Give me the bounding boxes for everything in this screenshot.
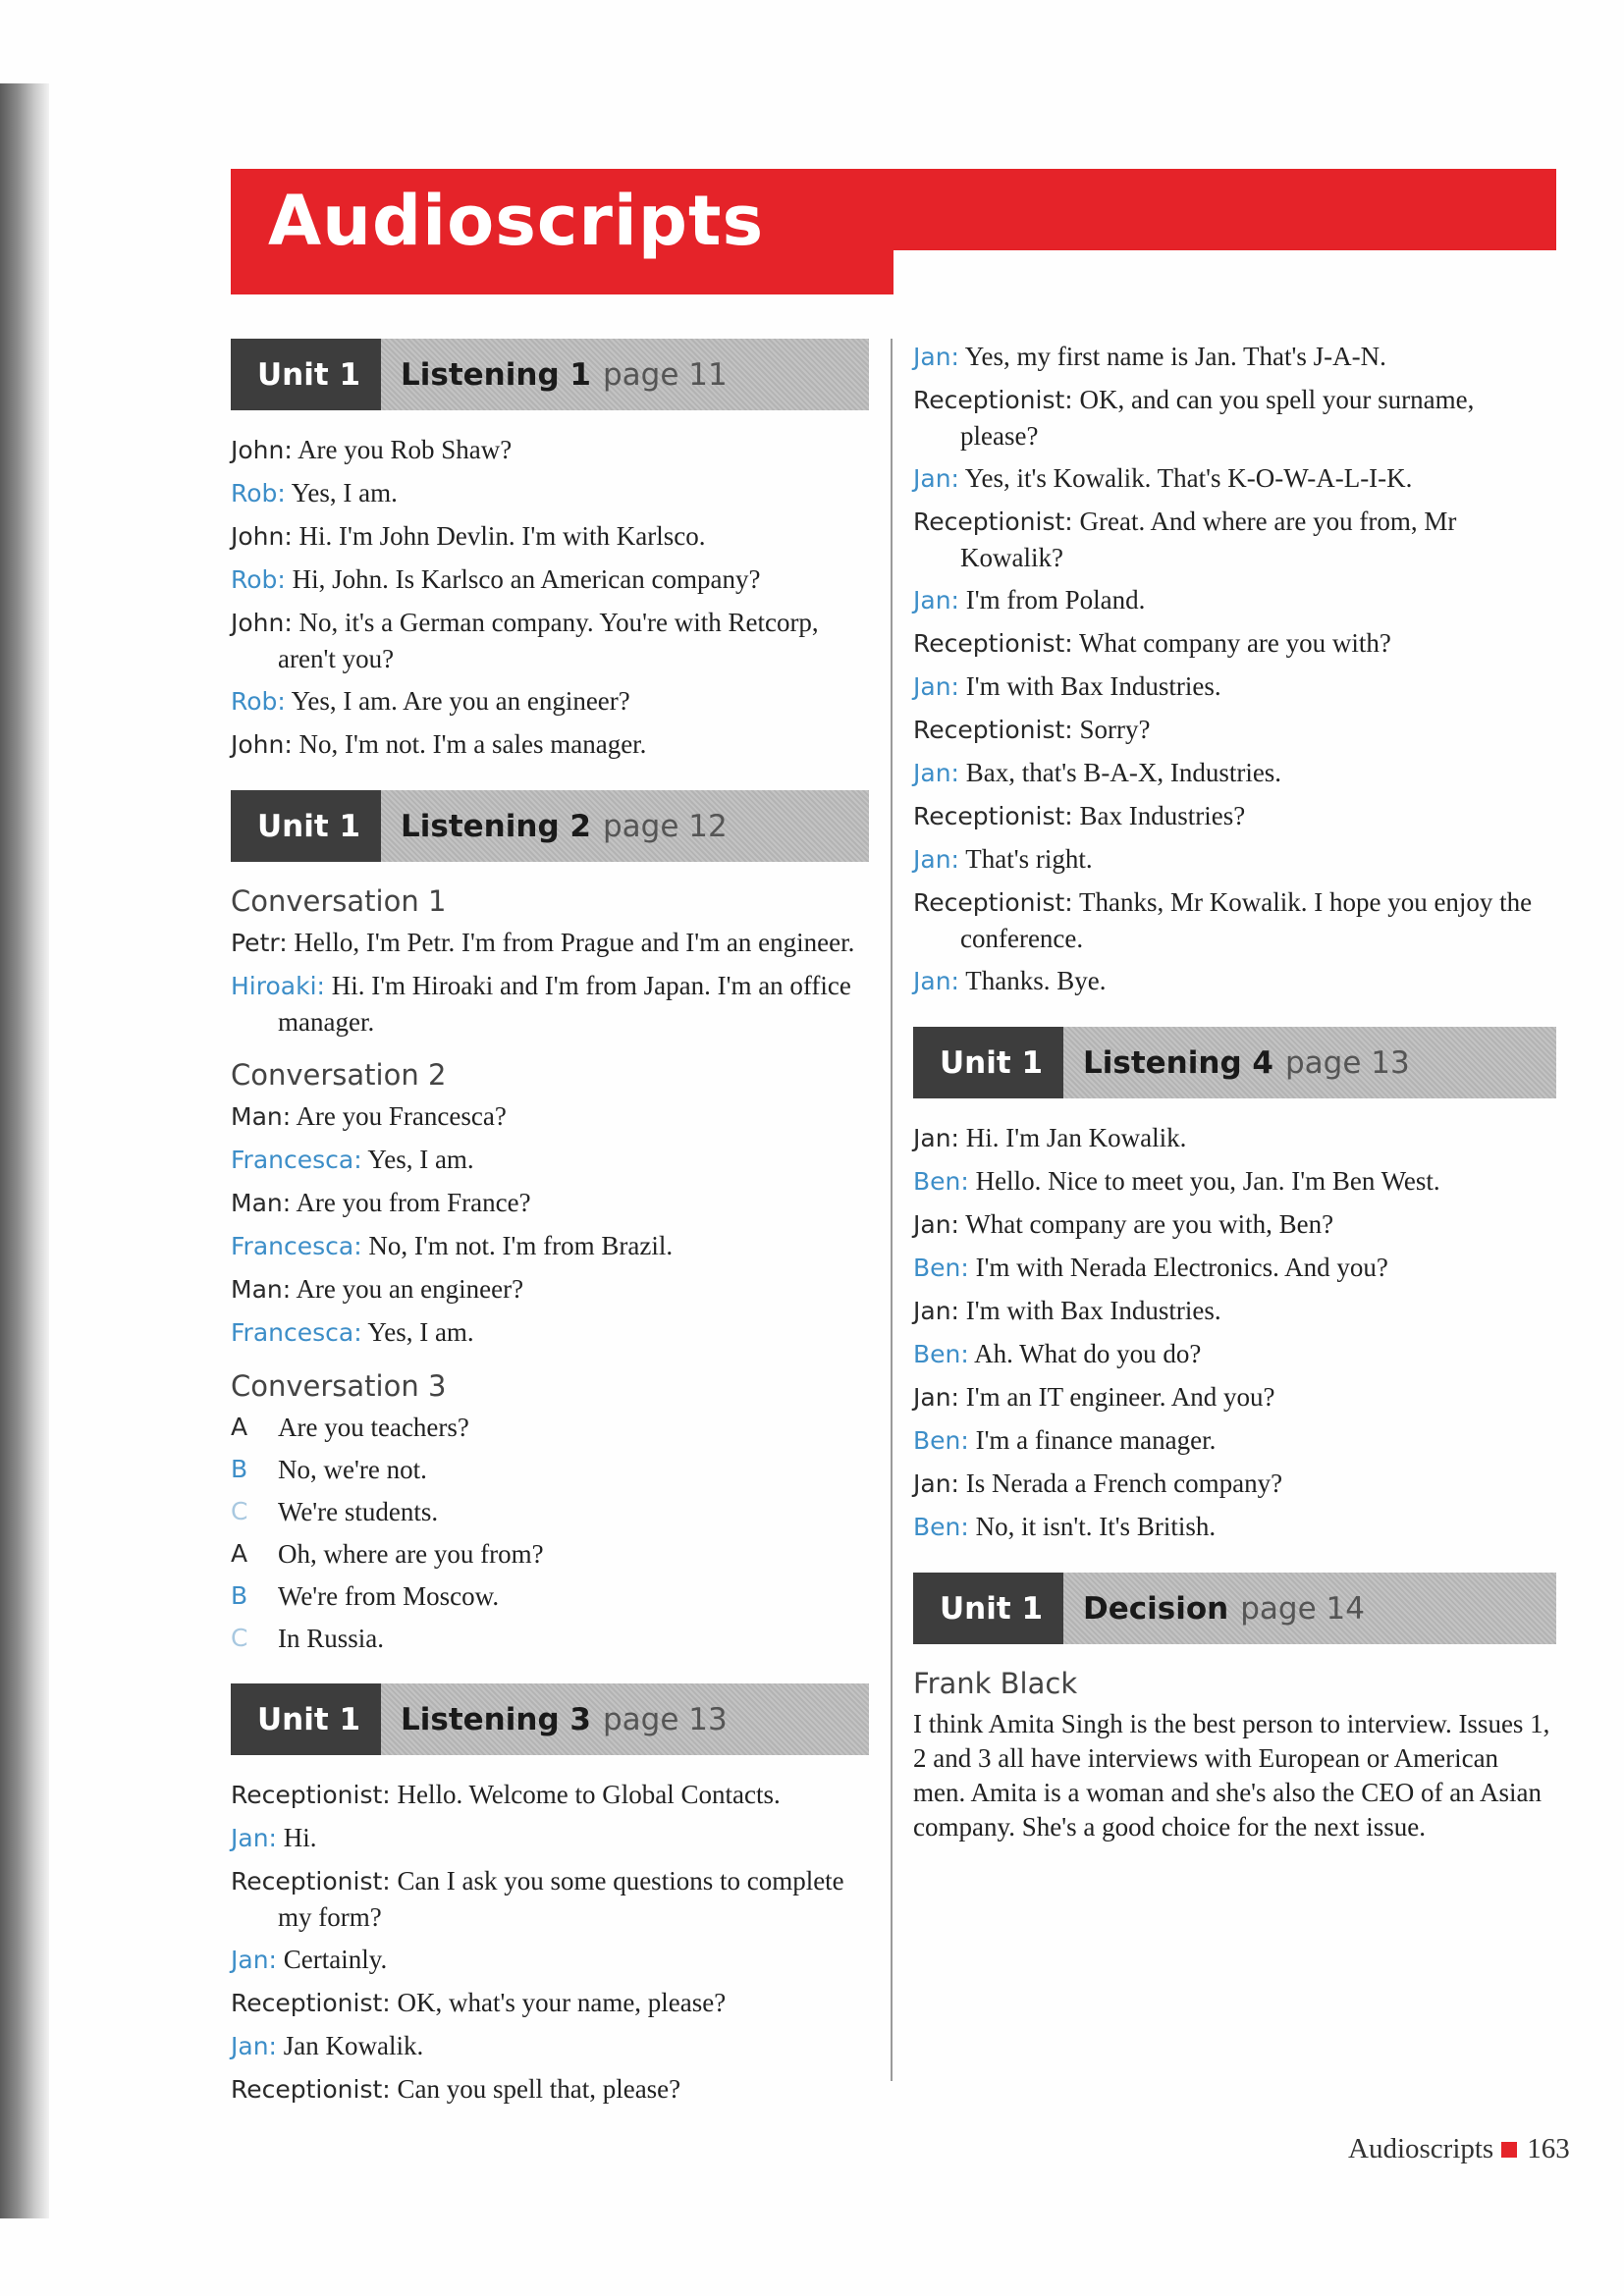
section-title [1063,1027,1410,1098]
speaker: Jan [913,845,951,874]
utterance: I'm with Nerada Electronics. And you? [975,1253,1388,1282]
unit-label: Unit 1 [913,1027,1063,1098]
section-title [381,1683,728,1755]
dialogue-line: Man: Are you an engineer? [231,1274,524,1304]
speaker: Receptionist [913,802,1065,830]
speaker: Ben [913,1513,961,1541]
speaker: Hiroaki [231,972,317,1000]
utterance: Thanks, Mr Kowalik. I hope you enjoy the conference. [960,887,1533,953]
utterance: Yes, it's Kowalik. That's K-O-W-A-L-I-K. [964,463,1413,493]
dialogue-line: Receptionist: Hello. Welcome to Global Contacts. [231,1780,781,1809]
speaker: Jan [913,343,951,371]
dialogue-line: Jan: Certainly. [231,1945,388,1974]
page-ref: page 13 [603,1701,728,1737]
utterance: Are you from France? [296,1188,531,1217]
dialogue-line: Francesca: Yes, I am. [231,1317,474,1347]
subhead-speaker: Frank Black [913,1667,1078,1700]
speaker-letter: B [231,1455,248,1483]
utterance: I'm with Bax Industries. [965,671,1221,701]
speaker: Jan [231,1824,269,1852]
utterance: Jan Kowalik. [283,2031,424,2060]
dialogue-line: Man: Are you from France? [231,1188,531,1217]
utterance: Yes, I am. [291,478,398,507]
dialogue-line: Jan: Yes, my first name is Jan. That's J-A-N. [913,342,1386,371]
decision-section [913,1573,1556,1844]
dialogue-line: Jan: Is Nerada a French company? [913,1468,1283,1498]
utterance: Are you Rob Shaw? [298,435,513,464]
page-title: Audioscripts [268,181,765,261]
utterance: What company are you with, Ben? [965,1209,1334,1239]
listening-3-section [231,1683,869,2108]
utterance: OK, what's your name, please? [397,1988,727,2017]
speaker: Rob [231,565,278,594]
dialogue-line: Receptionist: Sorry? [913,715,1151,744]
utterance: Yes, I am. Are you an engineer? [291,686,630,716]
speaker: Francesca [231,1318,354,1347]
speaker: Man [231,1102,283,1131]
speaker: Jan [913,1383,951,1412]
utterance: Hello. Nice to meet you, Jan. I'm Ben West. [975,1166,1440,1196]
utterance: Hello, I'm Petr. I'm from Prague and I'm an engineer. [294,928,855,957]
utterance: Are you an engineer? [296,1274,524,1304]
utterance: In Russia. [278,1624,384,1653]
section-header [231,790,869,862]
speaker: Ben [913,1167,961,1196]
utterance: Are you Francesca? [296,1101,507,1131]
red-square-icon [1501,2142,1517,2158]
dialogue-line: Rob: Yes, I am. [231,478,398,507]
unit-label: Unit 1 [231,339,381,410]
speaker: Jan [913,1469,951,1498]
section-name: Listening 4 [1083,1044,1273,1081]
utterance: Hi. [283,1823,317,1852]
speaker: Receptionist [913,507,1065,536]
speaker-letter: A [231,1539,248,1568]
speaker-letter: C [231,1624,248,1652]
utterance: Hi. I'm John Devlin. I'm with Karlsco. [298,521,706,551]
dialogue-line: Jan: Jan Kowalik. [231,2031,424,2060]
speaker: Petr [231,929,280,957]
utterance: We're from Moscow. [278,1581,500,1611]
speaker: Receptionist [231,1867,383,1896]
utterance: I'm a finance manager. [975,1425,1217,1455]
speaker: Jan [913,1297,951,1325]
page-ref: page 14 [1240,1590,1365,1627]
abc-line [231,1410,869,1445]
utterance: Can I ask you some questions to complete my form? [278,1866,844,1932]
dialogue [231,432,869,763]
utterance: Great. And where are you from, Mr Kowalik? [960,507,1457,572]
dialogue-line: Man: Are you Francesca? [231,1101,507,1131]
abc-line [231,1578,869,1614]
section-header [913,1027,1556,1098]
utterance: Yes, my first name is Jan. That's J-A-N. [964,342,1386,371]
utterance: Are you teachers? [278,1413,469,1442]
speaker: John [231,609,285,637]
utterance: Bax, that's B-A-X, Industries. [965,758,1282,787]
speaker: Rob [231,687,278,716]
dialogue-line: Jan: Yes, it's Kowalik. That's K-O-W-A-L-I-K. [913,463,1413,493]
speaker: Receptionist [231,1989,383,2017]
dialogue-line: Receptionist: Thanks, Mr Kowalik. I hope you enjoy the conference. [913,887,1533,953]
speaker: John [231,522,285,551]
dialogue-line: John: No, it's a German company. You're with Retcorp, aren't you? [231,608,819,673]
conversation-title: Conversation 3 [231,1369,447,1403]
left-column [231,339,869,2135]
dialogue-line: Ben: Ah. What do you do? [913,1339,1202,1368]
speaker: Ben [913,1426,961,1455]
dialogue-line: Receptionist: Bax Industries? [913,801,1246,830]
utterance: That's right. [965,844,1093,874]
utterance: What company are you with? [1079,628,1391,658]
scan-shadow-edge [0,83,49,2218]
section-name: Listening 3 [401,1701,591,1737]
speaker-letter: B [231,1581,248,1610]
abc-line [231,1494,869,1529]
page-number: 163 [1527,2133,1570,2164]
dialogue-line: Jan: Hi. [231,1823,317,1852]
speaker: Receptionist [913,716,1065,744]
dialogue-line: Receptionist: Can I ask you some questions to complete my form? [231,1866,844,1932]
section-title [381,339,728,410]
listening-1-section [231,339,869,763]
dialogue-line: Rob: Hi, John. Is Karlsco an American company? [231,564,761,594]
section-name: Listening 1 [401,356,591,393]
utterance: I'm an IT engineer. And you? [965,1382,1275,1412]
speaker: Jan [913,672,951,701]
page-ref: page 11 [603,356,728,393]
dialogue-line: Ben: No, it isn't. It's British. [913,1512,1217,1541]
dialogue-line: Ben: Hello. Nice to meet you, Jan. I'm Ben West. [913,1166,1440,1196]
unit-label: Unit 1 [231,790,381,862]
abc-line [231,1536,869,1572]
dialogue-line: John: No, I'm not. I'm a sales manager. [231,729,647,759]
dialogue-line: Jan: What company are you with, Ben? [913,1209,1334,1239]
abc-line [231,1452,869,1487]
speaker: John [231,730,285,759]
dialogue-line: John: Hi. I'm John Devlin. I'm with Karlsco. [231,521,706,551]
dialogue-line: Receptionist: OK, and can you spell your surname, please? [913,385,1475,451]
speaker: Rob [231,479,278,507]
speaker: Jan [913,464,951,493]
utterance: We're students. [278,1497,439,1526]
speaker: Ben [913,1254,961,1282]
speaker: Francesca [231,1232,354,1260]
dialogue-line: Jan: I'm an IT engineer. And you? [913,1382,1275,1412]
dialogue-line: Ben: I'm a finance manager. [913,1425,1217,1455]
dialogue-line: Jan: Hi. I'm Jan Kowalik. [913,1123,1187,1152]
dialogue-line: Receptionist: OK, what's your name, please? [231,1988,727,2017]
speaker: Jan [913,759,951,787]
dialogue-line: Receptionist: Great. And where are you from, Mr Kowalik? [913,507,1457,572]
utterance: Certainly. [283,1945,388,1974]
section-header [231,339,869,410]
listening-3-continued [913,339,1556,999]
dialogue-line: Hiroaki: Hi. I'm Hiroaki and I'm from Japan. I'm an office manager. [231,971,851,1037]
speaker: Jan [913,586,951,614]
speaker: Receptionist [913,888,1065,917]
speaker: Receptionist [231,2075,383,2104]
utterance: Yes, I am. [367,1145,474,1174]
speaker: Jan [913,967,951,995]
conversation-title: Conversation 1 [231,884,447,918]
section-name: Decision [1083,1590,1229,1627]
listening-2-section [231,790,869,1656]
speaker: Man [231,1275,283,1304]
section-header [913,1573,1556,1644]
speaker: Francesca [231,1146,354,1174]
right-column [913,339,1556,1872]
utterance: No, it isn't. It's British. [975,1512,1217,1541]
utterance: Sorry? [1079,715,1151,744]
dialogue-line: Jan: That's right. [913,844,1093,874]
speaker: Receptionist [913,629,1065,658]
dialogue-line: Jan: Thanks. Bye. [913,966,1107,995]
dialogue-line: Rob: Yes, I am. Are you an engineer? [231,686,630,716]
speaker: Man [231,1189,283,1217]
utterance: Bax Industries? [1079,801,1246,830]
utterance: I'm with Bax Industries. [965,1296,1221,1325]
page-ref: page 13 [1285,1044,1410,1081]
column-divider [891,339,893,2081]
section-title [381,790,728,862]
dialogue-line: Francesca: Yes, I am. [231,1145,474,1174]
speaker: Ben [913,1340,961,1368]
utterance: No, it's a German company. You're with Retcorp, aren't you? [278,608,819,673]
conversation-title: Conversation 2 [231,1058,447,1092]
utterance: Hi, John. Is Karlsco an American company? [292,564,761,594]
abc-line [231,1621,869,1656]
dialogue-line: Petr: Hello, I'm Petr. I'm from Prague and I'm an engineer. [231,928,855,957]
dialogue-line: Receptionist: Can you spell that, please? [231,2074,681,2104]
speaker: Receptionist [913,386,1065,414]
unit-label: Unit 1 [231,1683,381,1755]
utterance: Can you spell that, please? [397,2074,681,2104]
dialogue-line: Francesca: No, I'm not. I'm from Brazil. [231,1231,674,1260]
unit-label: Unit 1 [913,1573,1063,1644]
utterance: Hi. I'm Jan Kowalik. [965,1123,1187,1152]
speaker: Jan [913,1210,951,1239]
speaker: Jan [231,2032,269,2060]
page-ref: page 12 [603,808,728,844]
dialogue-line: Receptionist: What company are you with? [913,628,1391,658]
utterance: Hi. I'm Hiroaki and I'm from Japan. I'm an office manager. [278,971,851,1037]
section-header [231,1683,869,1755]
utterance: Yes, I am. [367,1317,474,1347]
section-name: Listening 2 [401,808,591,844]
dialogue-line: John: Are you Rob Shaw? [231,435,513,464]
dialogue-line: Jan: I'm with Bax Industries. [913,1296,1221,1325]
dialogue-line: Jan: Bax, that's B-A-X, Industries. [913,758,1282,787]
speaker-letter: A [231,1413,248,1441]
utterance: Thanks. Bye. [965,966,1107,995]
section-title [1063,1573,1365,1644]
dialogue-line: Jan: I'm from Poland. [913,585,1146,614]
page-footer [1348,2133,1570,2165]
utterance: Ah. What do you do? [974,1339,1202,1368]
utterance: Oh, where are you from? [278,1539,544,1569]
footer-label: Audioscripts [1348,2133,1494,2164]
utterance: I'm from Poland. [965,585,1146,614]
speaker: Receptionist [231,1781,383,1809]
speaker: Jan [913,1124,951,1152]
utterance: OK, and can you spell your surname, please? [960,385,1475,451]
dialogue-line: Jan: I'm with Bax Industries. [913,671,1221,701]
listening-4-section [913,1027,1556,1545]
speaker-letter: C [231,1497,248,1525]
speaker: Jan [231,1946,269,1974]
dialogue-line: Ben: I'm with Nerada Electronics. And you? [913,1253,1388,1282]
speaker: John [231,436,285,464]
utterance: Hello. Welcome to Global Contacts. [397,1780,781,1809]
utterance: No, I'm not. I'm a sales manager. [298,729,647,759]
utterance: No, I'm not. I'm from Brazil. [368,1231,674,1260]
utterance: No, we're not. [278,1455,427,1484]
utterance: Is Nerada a French company? [965,1468,1283,1498]
decision-paragraph: I think Amita Singh is the best person to interview. Issues 1, 2 and 3 all have interviews with European or American men. Amita is a woman and she's also the CEO of an Asian company. She's a good choice for the next issue. [913,1709,1550,1842]
